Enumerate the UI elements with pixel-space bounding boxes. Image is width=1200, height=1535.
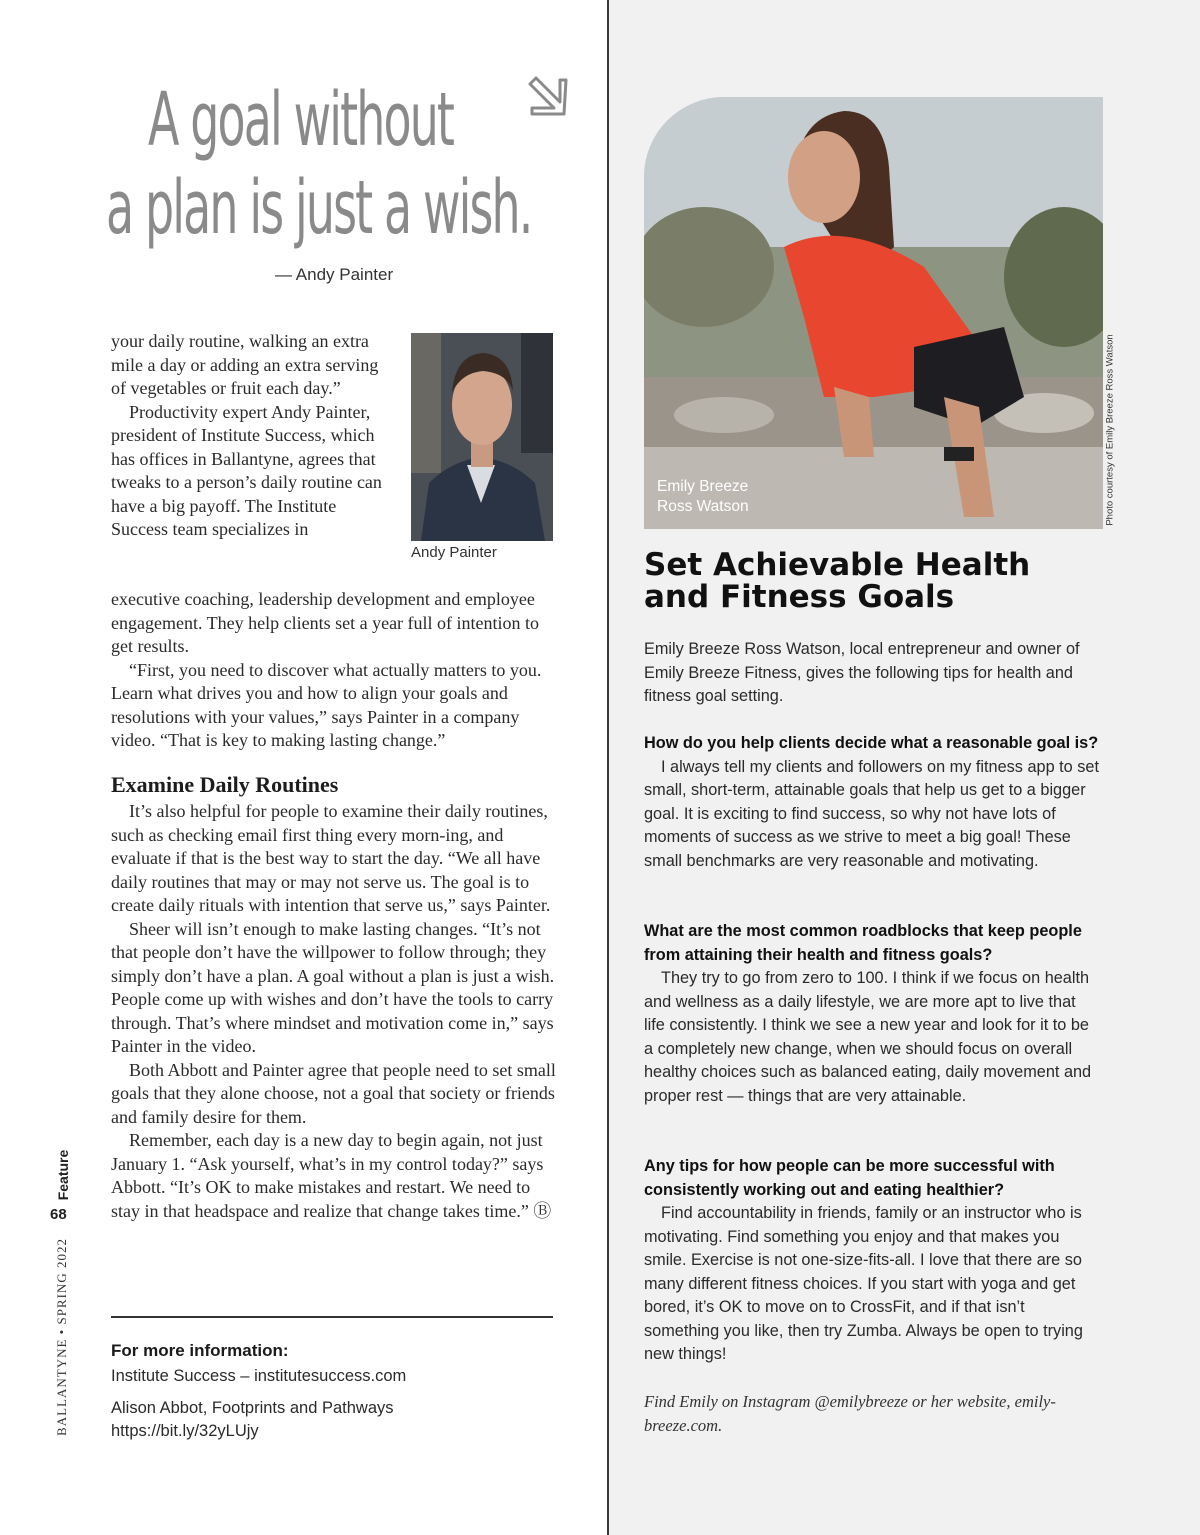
paragraph: Both Abbott and Painter agree that people need to set small goals that they alone choose, not a goal that society or friends and family desire for them. (111, 1059, 556, 1127)
fitness-photo-illustration (644, 97, 1103, 529)
qa-item (644, 1155, 1099, 1367)
photo-caption (657, 477, 749, 517)
quote-attribution: — Andy Painter (275, 265, 394, 284)
more-info-link[interactable]: https://bit.ly/32yLUjy (111, 1422, 259, 1440)
qa-answer: Find accountability in friends, family or an instructor who is motivating. Find something you enjoy and that makes you smile. Exercise is not one-size-fits-all. I love that there are so many different fitness choices. If you start with yoga and get bored, it’s OK to move on to CrossFit, and if that isn’t something you like, then try Zumba. Always be open to trying new things! (644, 1204, 1083, 1363)
paragraph: It’s also helpful for people to examine their daily routines, such as checking email first thing every morn-ing, and evaluate if that is the best way to start the day. “We all have daily routines that may or may not serve us. The goal is to create daily rituals with intention that serve us,” says Painter. (111, 801, 551, 915)
more-info-line: Alison Abbot, Footprints and Pathways (111, 1399, 394, 1417)
sidebar-title: Set Achievable Health and Fitness Goals (644, 547, 1031, 615)
folio-magazine-label: BALLANTYNE • SPRING 2022 (54, 1238, 69, 1436)
closing-note: Find Emily on Instagram @emilybreeze or her website, emily-breeze.com. (644, 1392, 1056, 1435)
pull-quote-line-2: a plan is just a wish. (106, 165, 532, 251)
qa-question: Any tips for how people can be more successful with consistently working out and eating healthier? (644, 1157, 1055, 1199)
more-info-line: Institute Success – institutesuccess.com (111, 1367, 407, 1385)
andy-painter-photo (411, 333, 553, 541)
qa-answer: They try to go from zero to 100. I think if we focus on health and wellness as a daily lifestyle, we are more apt to live that life consistently. I think we see a new year and look for it to be a completely new change, when we should focus on overall healthy choices such as balanced eating, daily movement and proper rest — things that are very attainable. (644, 969, 1092, 1105)
paragraph: “First, you need to discover what actually matters to you. Learn what drives you and how to align your goals and resolutions with your values,” says Painter in a company video. “That is key to making lasting change.” (111, 659, 542, 750)
paragraph: executive coaching, leadership development and employee engagement. They help clients set a year full of intention to get results. (111, 589, 540, 656)
more-info-heading: For more information: (111, 1341, 289, 1360)
article-column-narrow (111, 330, 396, 542)
photo-credit-text: Photo courtesy of Emily Breeze Ross Watson (1104, 334, 1116, 526)
article-section-body (111, 800, 556, 1223)
pull-quote-line-1: A goal without (148, 77, 454, 163)
paragraph: Productivity expert Andy Painter, president of Institute Success, which has offices in Ballantyne, agrees that tweaks to a person’s daily routine can have a big payoff. The Institute Success team specializes in (111, 401, 382, 539)
photo-caption-line: Ross Watson (657, 498, 749, 515)
folio-section-label: Feature (55, 1149, 71, 1201)
paragraph: Sheer will isn’t enough to make lasting changes. “It’s not that people don’t have the willpower to follow through; they simply don’t have a plan. A goal without a plan is just a wish. People come up with wishes and don’t have the tools to carry through. That’s where mindset and motivation come in,” says Painter in the video. (111, 918, 555, 1056)
emily-breeze-photo (644, 97, 1103, 529)
paragraph: your daily routine, walking an extra mile a day or adding an extra serving of vegetables or fruit each day.” (111, 331, 379, 398)
section-heading: Examine Daily Routines (111, 772, 339, 797)
folio-section (52, 1150, 74, 1200)
page-number: 68 (50, 1206, 67, 1223)
folio-magazine (51, 1232, 73, 1442)
qa-item (644, 732, 1099, 873)
article-column-wide (111, 588, 556, 753)
sidebar-intro: Emily Breeze Ross Watson, local entrepreneur and owner of Emily Breeze Fitness, gives the following tips for health and fitness goal setting. (644, 640, 1080, 705)
headshot-illustration (411, 333, 553, 541)
qa-item (644, 920, 1099, 1108)
qa-question: What are the most common roadblocks that keep people from attaining their health and fitness goals? (644, 922, 1082, 964)
arrow-icon (526, 66, 584, 124)
qa-answer: I always tell my clients and followers on my fitness app to set small, short-term, attainable goals that help us get to a bigger goal. It is exciting to find success, so why not have lots of moments of success as we strive to meet a big goal! These small benchmarks are very reasonable and motivating. (644, 757, 1099, 870)
paragraph: Remember, each day is a new day to begin again, not just January 1. “Ask yourself, what’s in my control today?” says Abbott. “It’s OK to make mistakes and restart. We need to stay in that headspace and realize that change takes time.” Ⓑ (111, 1130, 552, 1221)
divider-rule (111, 1316, 553, 1318)
headshot-caption: Andy Painter (411, 544, 497, 561)
qa-question: How do you help clients decide what a reasonable goal is? (644, 734, 1099, 752)
photo-credit (1100, 320, 1120, 540)
photo-caption-line: Emily Breeze (657, 478, 749, 495)
